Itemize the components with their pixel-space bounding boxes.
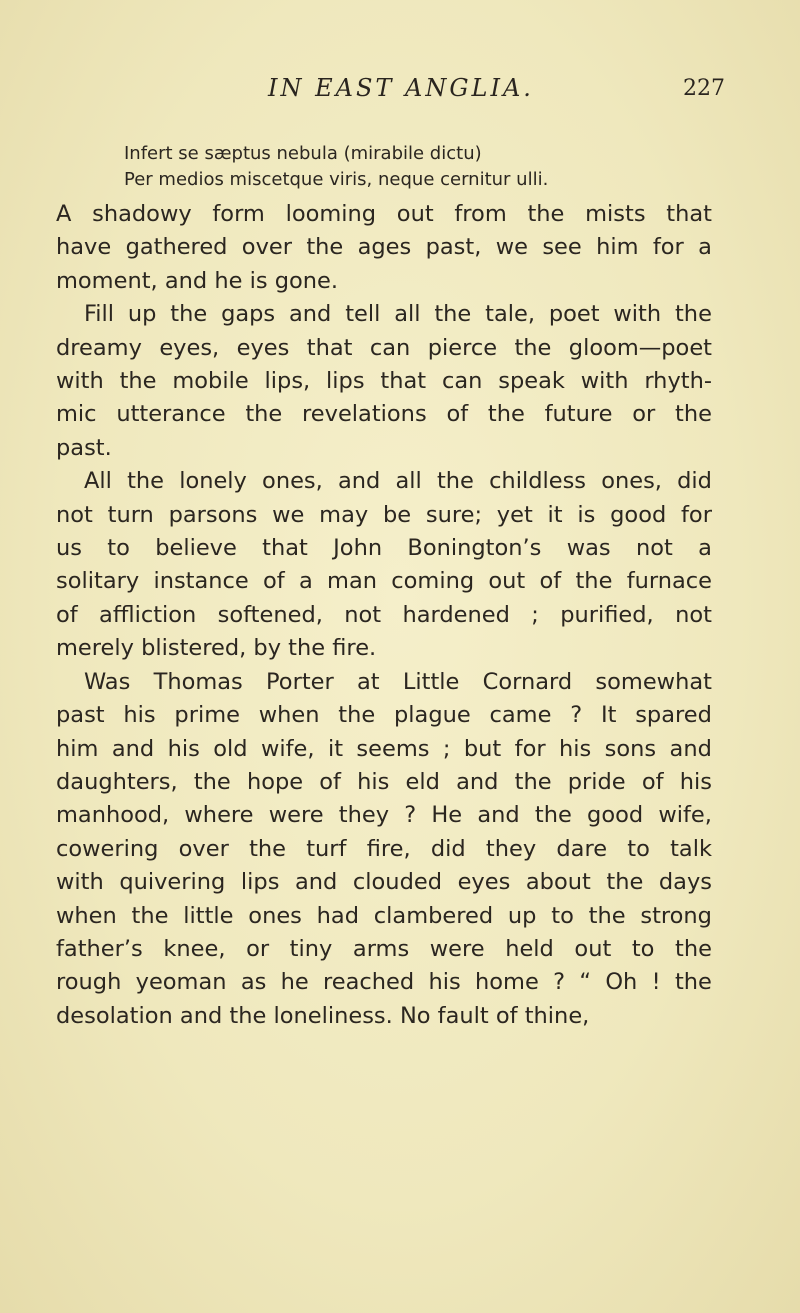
body-text [56,198,712,1033]
text-line: Was Thomas Porter at Little Cornard somewhat [84,668,712,695]
text-line: of affliction softened, not hardened ; purified, not [56,601,712,628]
text-line: past. [56,434,112,461]
running-title: IN EAST ANGLIA. [268,74,534,102]
paragraph [56,666,712,1033]
text-line: him and his old wife, it seems ; but for his sons and [56,735,712,762]
paragraph [56,465,712,665]
text-line: cowering over the turf fire, did they dare to talk [56,835,712,862]
text-line: mic utterance the revelations of the future or the [56,401,712,428]
page-header [0,74,800,114]
text-line: us to believe that John Bonington’s was not a [56,535,712,562]
text-line: dreamy eyes, eyes that can pierce the gloom—poet [56,334,712,361]
paragraph [56,198,712,298]
text-line: manhood, where were they ? He and the good wife, [56,802,712,829]
text-line: All the lonely ones, and all the childless ones, did [84,468,712,495]
text-line: father’s knee, or tiny arms were held out to the [56,935,712,962]
text-line: with quivering lips and clouded eyes about the days [56,869,712,896]
text-line: rough yeoman as he reached his home ? “ Oh ! the [56,969,712,996]
text-line: daughters, the hope of his eld and the pride of his [56,768,712,795]
page-number: 227 [683,76,725,101]
text-line: with the mobile lips, lips that can speak with rhyth- [56,368,712,395]
text-line: have gathered over the ages past, we see him for a [56,234,712,261]
text-line: not turn parsons we may be sure; yet it is good for [56,501,712,528]
paragraph [56,298,712,465]
text-line: desolation and the loneliness. No fault of thine, [56,1002,590,1029]
epigraph-line: Infert se sæptus nebula (mirabile dictu) [124,143,482,164]
text-line: Fill up the gaps and tell all the tale, poet with the [84,301,712,328]
text-line: when the little ones had clambered up to the strong [56,902,712,929]
text-line: solitary instance of a man coming out of the furnace [56,568,712,595]
text-line: past his prime when the plague came ? It spared [56,702,712,729]
text-line: merely blistered, by the fire. [56,635,377,662]
epigraph-line: Per medios miscetque viris, neque cernitur ulli. [124,169,549,190]
text-line: moment, and he is gone. [56,267,338,294]
epigraph [124,141,704,193]
text-line: A shadowy form looming out from the mists that [56,201,712,227]
